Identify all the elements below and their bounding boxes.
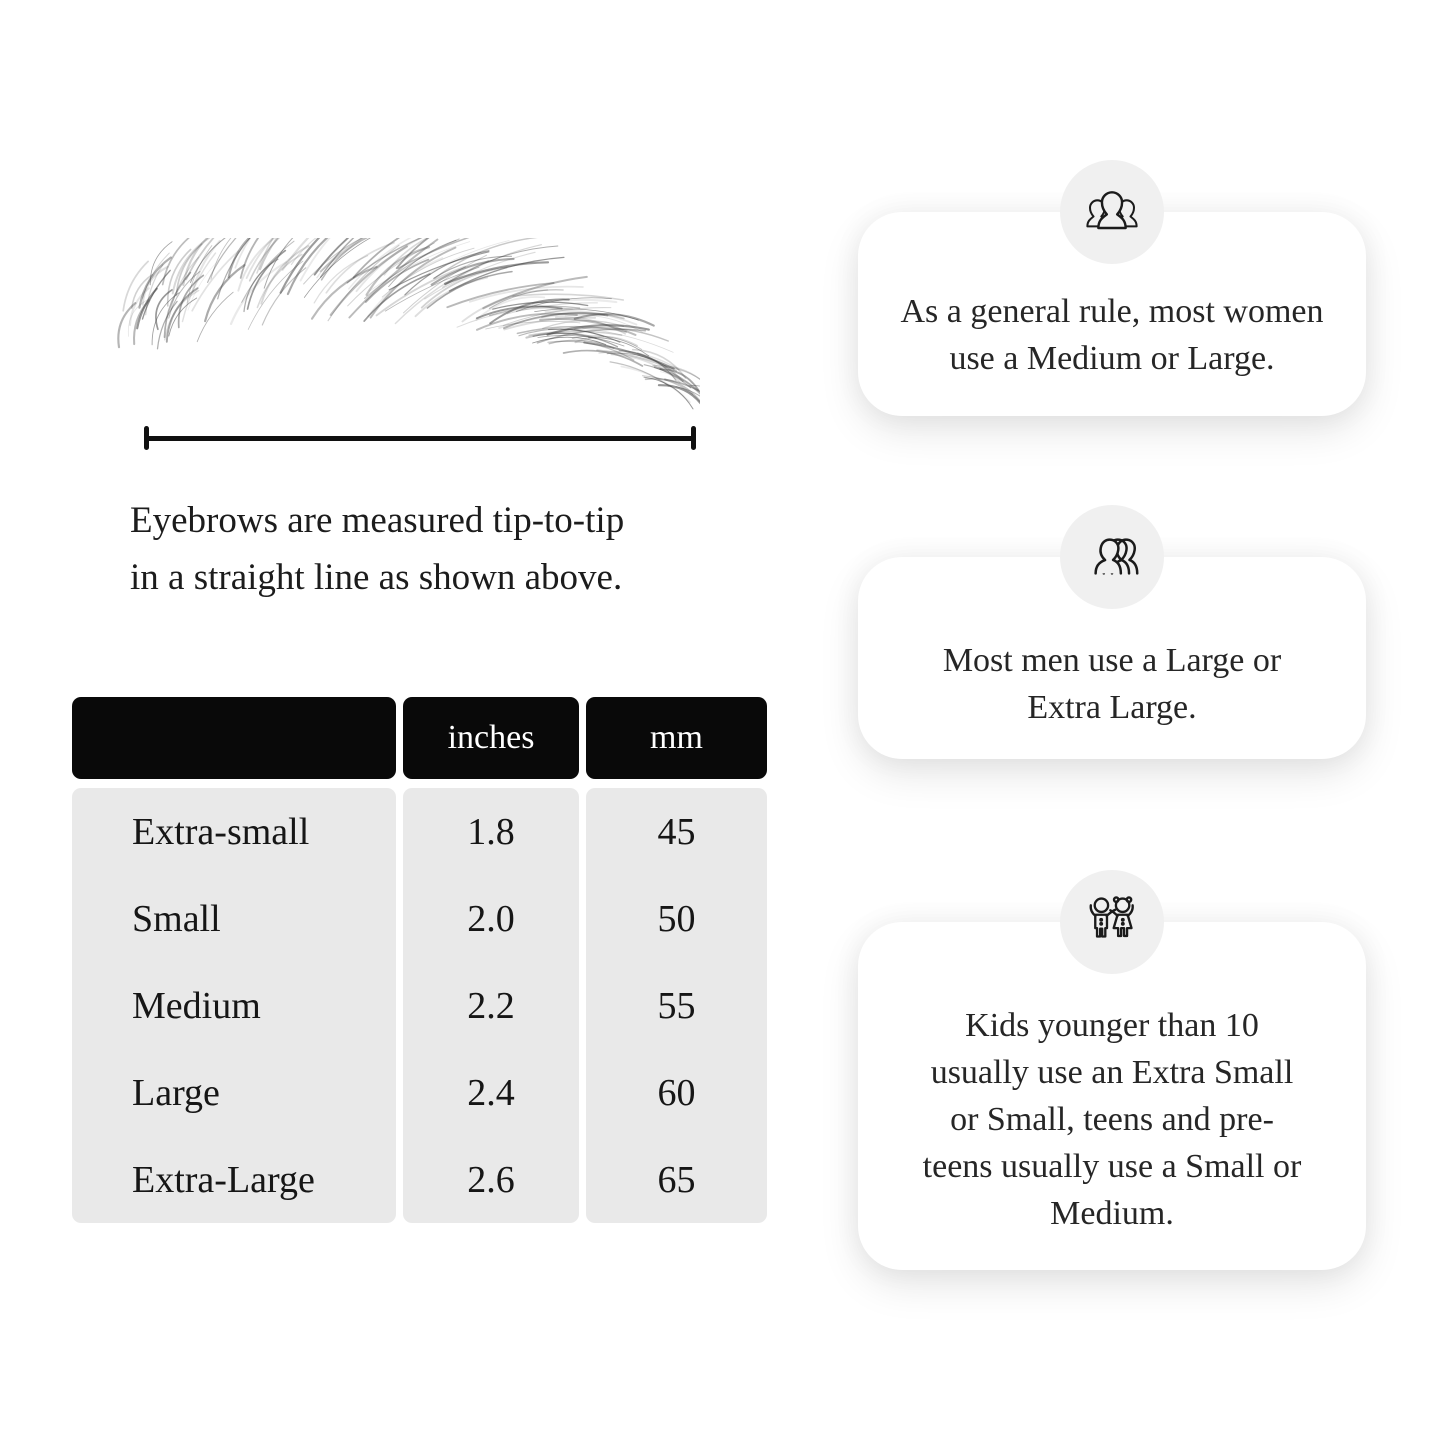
measurement-bar (146, 436, 694, 441)
card-text (858, 288, 1366, 382)
eyebrow-illustration (110, 238, 700, 413)
table-cell-inches: 2.6 (467, 1158, 515, 1201)
measurement-right-tick (691, 426, 696, 450)
table-header-inches: inches (403, 697, 579, 779)
table-cell-inches: 2.0 (467, 897, 515, 940)
table-cell-inches: 2.4 (467, 1071, 515, 1114)
caption-line-2: in a straight line as shown above. (130, 557, 623, 598)
kids-icon (1083, 893, 1141, 951)
table-cell-mm: 65 (657, 1158, 696, 1201)
table-cell-size: Extra-small (132, 810, 310, 853)
table-cell-inches: 1.8 (467, 810, 515, 853)
table-header-size (72, 697, 396, 779)
table-cell-mm: 55 (657, 984, 696, 1027)
table-cell-mm: 60 (657, 1071, 696, 1114)
info-card-kids (858, 922, 1366, 1270)
measurement-caption (130, 492, 790, 606)
card-text (858, 1002, 1366, 1237)
size-table (72, 697, 767, 1223)
table-cell-mm: 50 (657, 897, 696, 940)
kids-rule-text: Kids younger than 10 usually use an Extra Small or Small, teens and pre-teens usually use a Small or Medium. (922, 1007, 1302, 1232)
table-column-sizes (72, 788, 396, 1223)
measurement-line (144, 426, 696, 450)
card-text (858, 637, 1366, 731)
info-card-women (858, 212, 1366, 416)
men-rule-text: Most men use a Large or Extra Large. (942, 642, 1282, 726)
table-cell-mm: 45 (657, 810, 696, 853)
table-body (72, 788, 767, 1223)
caption-line-1: Eyebrows are measured tip-to-tip (130, 500, 625, 541)
info-card-men (858, 557, 1366, 759)
table-cell-inches: 2.2 (467, 984, 515, 1027)
women-group-icon (1080, 186, 1144, 238)
card-icon-badge (1060, 870, 1164, 974)
table-column-mm (586, 788, 767, 1223)
men-group-icon (1079, 531, 1145, 583)
table-header-row (72, 697, 767, 779)
table-cell-size: Large (132, 1071, 220, 1114)
table-column-inches (403, 788, 579, 1223)
table-cell-size: Medium (132, 984, 261, 1027)
card-icon-badge (1060, 160, 1164, 264)
table-cell-size: Extra-Large (132, 1158, 315, 1201)
women-rule-text: As a general rule, most women use a Medium or Large. (900, 293, 1324, 377)
table-header-mm: mm (586, 697, 767, 779)
card-icon-badge (1060, 505, 1164, 609)
table-cell-size: Small (132, 897, 221, 940)
eyebrow-sketch-svg (110, 238, 700, 413)
